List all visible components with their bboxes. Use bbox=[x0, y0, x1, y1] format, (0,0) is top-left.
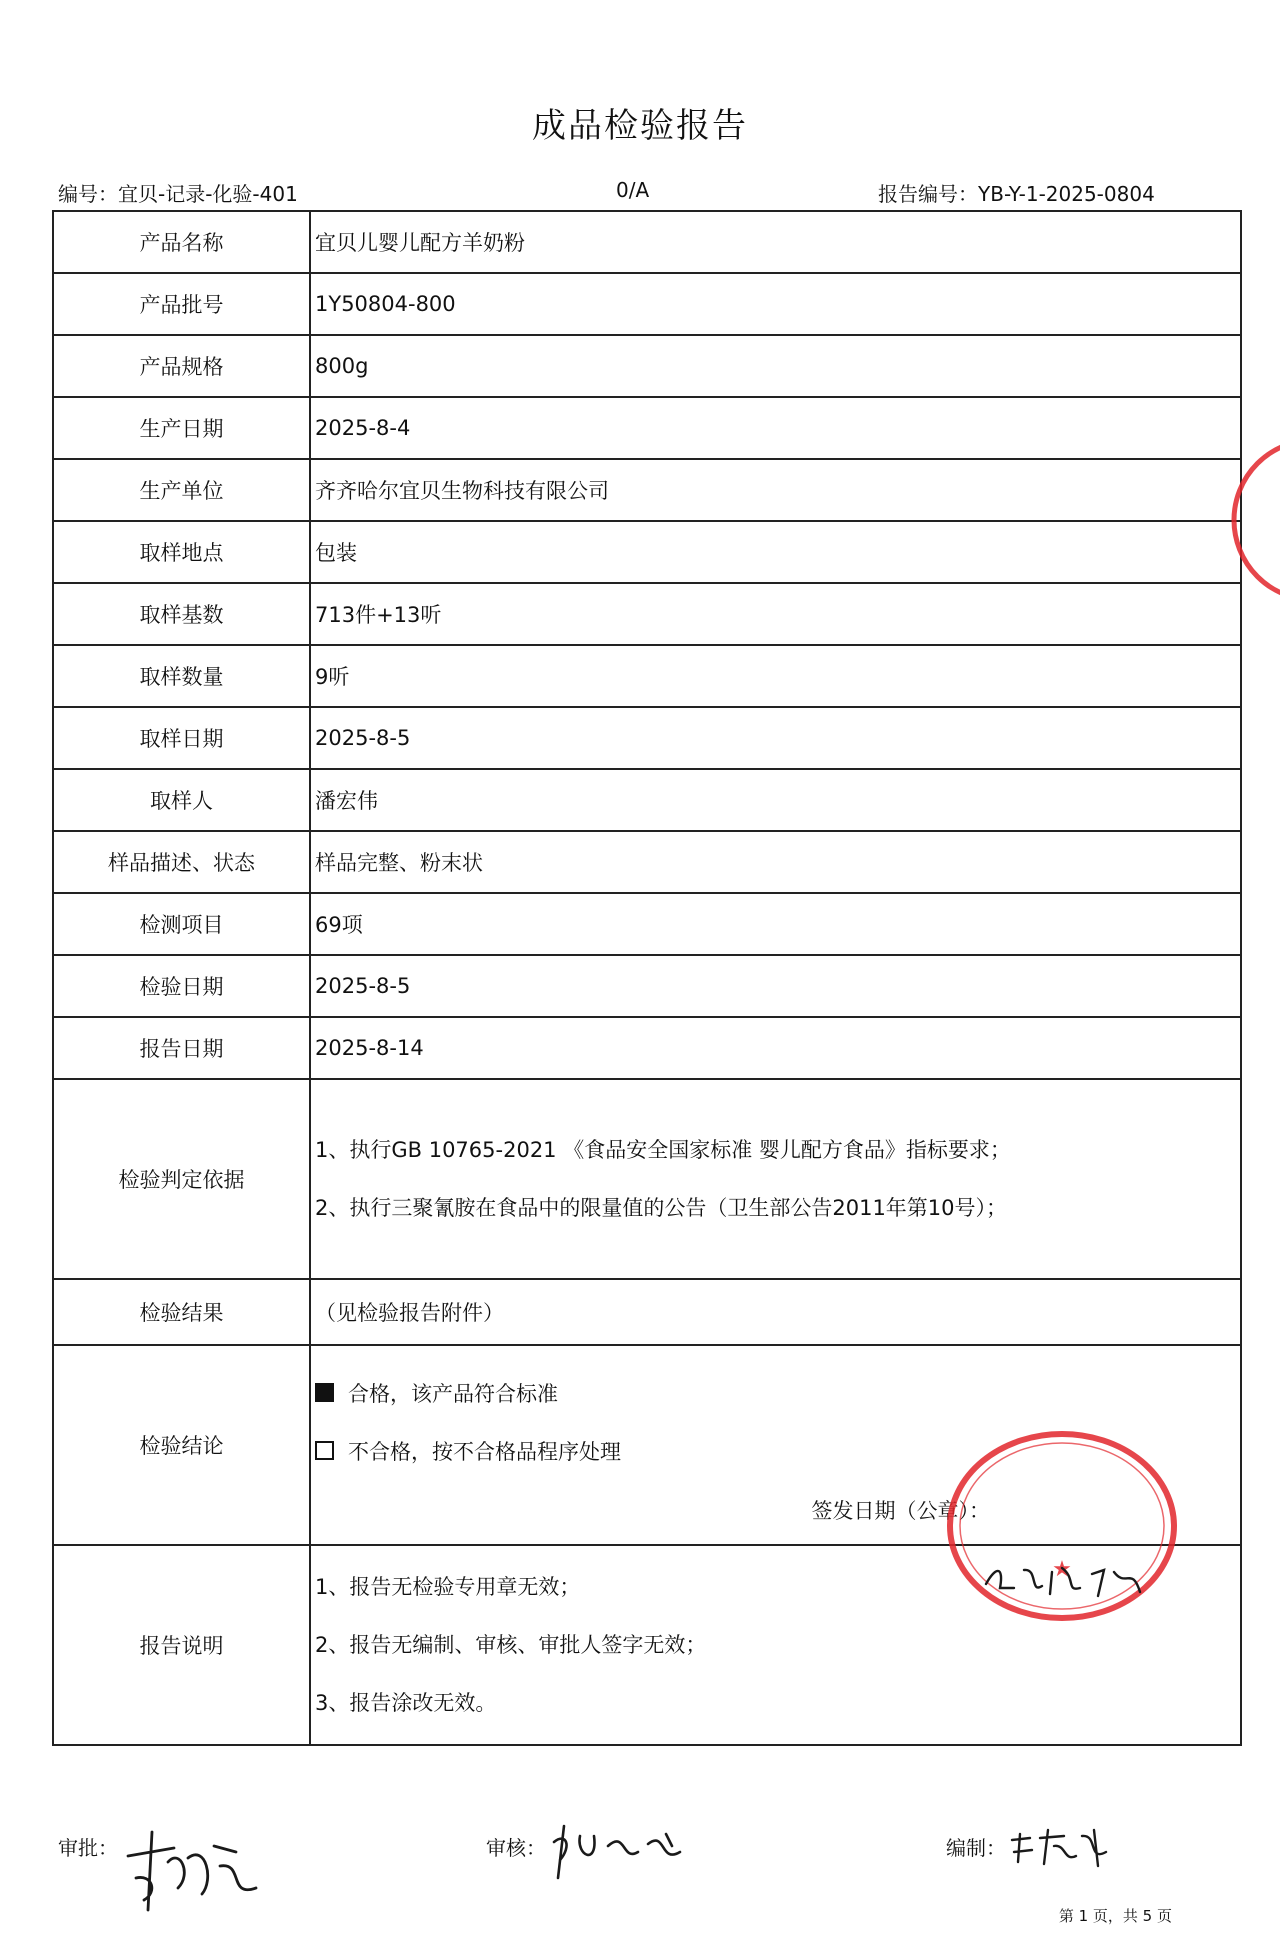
row-label: 生产日期 bbox=[53, 397, 310, 459]
row-value: 69项 bbox=[310, 893, 1241, 955]
info-row bbox=[53, 397, 1241, 459]
note-line: 3、报告涂改无效。 bbox=[315, 1691, 497, 1715]
approve-signature-area bbox=[58, 1832, 118, 1861]
row-label: 检测项目 bbox=[53, 893, 310, 955]
page-indicator: 第 1 页，共 5 页 bbox=[1058, 1907, 1172, 1925]
basis-label: 检验判定依据 bbox=[53, 1079, 310, 1279]
result-label: 检验结果 bbox=[53, 1279, 310, 1345]
row-label: 产品批号 bbox=[53, 273, 310, 335]
row-value: 800g bbox=[310, 335, 1241, 397]
pass-option[interactable] bbox=[315, 1365, 1240, 1423]
row-value: 2025-8-5 bbox=[310, 955, 1241, 1017]
review-label: 审核： bbox=[486, 1836, 546, 1860]
svg-text:★: ★ bbox=[1052, 1557, 1072, 1582]
conclusion-label: 检验结论 bbox=[53, 1345, 310, 1545]
row-value: 2025-8-4 bbox=[310, 397, 1241, 459]
partial-seal-stamp bbox=[1224, 430, 1280, 610]
review-handwritten-signature bbox=[546, 1816, 706, 1886]
handwritten-date-signature bbox=[980, 1548, 1160, 1608]
row-label: 报告日期 bbox=[53, 1017, 310, 1079]
compile-signature-area bbox=[946, 1832, 1006, 1861]
document-title: 成品检验报告 bbox=[532, 106, 748, 146]
basis-line: 1、执行GB 10765-2021 《食品安全国家标准 婴儿配方食品》指标要求； bbox=[315, 1138, 1011, 1162]
row-label: 取样人 bbox=[53, 769, 310, 831]
row-label: 取样数量 bbox=[53, 645, 310, 707]
info-row bbox=[53, 831, 1241, 893]
notes-label: 报告说明 bbox=[53, 1545, 310, 1745]
basis-line: 2、执行三聚氰胺在食品中的限量值的公告（卫生部公告2011年第10号）； bbox=[315, 1196, 1008, 1220]
row-label: 检验日期 bbox=[53, 955, 310, 1017]
pass-text: 合格，该产品符合标准 bbox=[348, 1382, 558, 1406]
info-row bbox=[53, 1017, 1241, 1079]
info-row bbox=[53, 273, 1241, 335]
row-value: 齐齐哈尔宜贝生物科技有限公司 bbox=[310, 459, 1241, 521]
row-value: 包装 bbox=[310, 521, 1241, 583]
report-number-value: YB-Y-1-2025-0804 bbox=[978, 182, 1155, 206]
row-label: 样品描述、状态 bbox=[53, 831, 310, 893]
info-row bbox=[53, 707, 1241, 769]
doc-number-label: 编号： bbox=[58, 182, 118, 206]
info-row bbox=[53, 955, 1241, 1017]
basis-value bbox=[310, 1079, 1241, 1279]
doc-number bbox=[58, 178, 298, 207]
report-number-label: 报告编号： bbox=[878, 182, 978, 206]
info-row bbox=[53, 459, 1241, 521]
info-row bbox=[53, 893, 1241, 955]
row-value: 潘宏伟 bbox=[310, 769, 1241, 831]
info-row bbox=[53, 211, 1241, 273]
row-label: 取样基数 bbox=[53, 583, 310, 645]
sign-date: 签发日期（公章）： bbox=[811, 1499, 990, 1523]
pass-checkbox[interactable] bbox=[315, 1383, 334, 1402]
row-label: 产品名称 bbox=[53, 211, 310, 273]
compile-handwritten-signature bbox=[1006, 1822, 1116, 1872]
row-value: 713件+13听 bbox=[310, 583, 1241, 645]
doc-number-value: 宜贝-记录-化验-401 bbox=[118, 182, 298, 206]
approve-label: 审批： bbox=[58, 1836, 118, 1860]
note-line: 1、报告无检验专用章无效； bbox=[315, 1575, 581, 1599]
note-line: 2、报告无编制、审核、审批人签字无效； bbox=[315, 1633, 707, 1657]
result-row bbox=[53, 1279, 1241, 1345]
row-value: 1Y50804-800 bbox=[310, 273, 1241, 335]
row-label: 取样地点 bbox=[53, 521, 310, 583]
info-row bbox=[53, 645, 1241, 707]
row-label: 产品规格 bbox=[53, 335, 310, 397]
info-row bbox=[53, 335, 1241, 397]
info-row bbox=[53, 583, 1241, 645]
row-value: 样品完整、粉末状 bbox=[310, 831, 1241, 893]
result-value: （见检验报告附件） bbox=[310, 1279, 1241, 1345]
row-value: 宜贝儿婴儿配方羊奶粉 bbox=[310, 211, 1241, 273]
info-row bbox=[53, 769, 1241, 831]
report-number bbox=[878, 178, 1155, 207]
row-label: 生产单位 bbox=[53, 459, 310, 521]
review-signature-area bbox=[486, 1832, 546, 1861]
row-value: 9听 bbox=[310, 645, 1241, 707]
approve-handwritten-signature bbox=[118, 1818, 268, 1918]
info-row bbox=[53, 521, 1241, 583]
row-value: 2025-8-5 bbox=[310, 707, 1241, 769]
fail-checkbox[interactable] bbox=[315, 1441, 334, 1460]
basis-row bbox=[53, 1079, 1241, 1279]
fail-text: 不合格，按不合格品程序处理 bbox=[348, 1440, 621, 1464]
version: 0/A bbox=[616, 178, 650, 202]
compile-label: 编制： bbox=[946, 1836, 1006, 1860]
info-rows bbox=[53, 211, 1241, 1079]
row-label: 取样日期 bbox=[53, 707, 310, 769]
row-value: 2025-8-14 bbox=[310, 1017, 1241, 1079]
